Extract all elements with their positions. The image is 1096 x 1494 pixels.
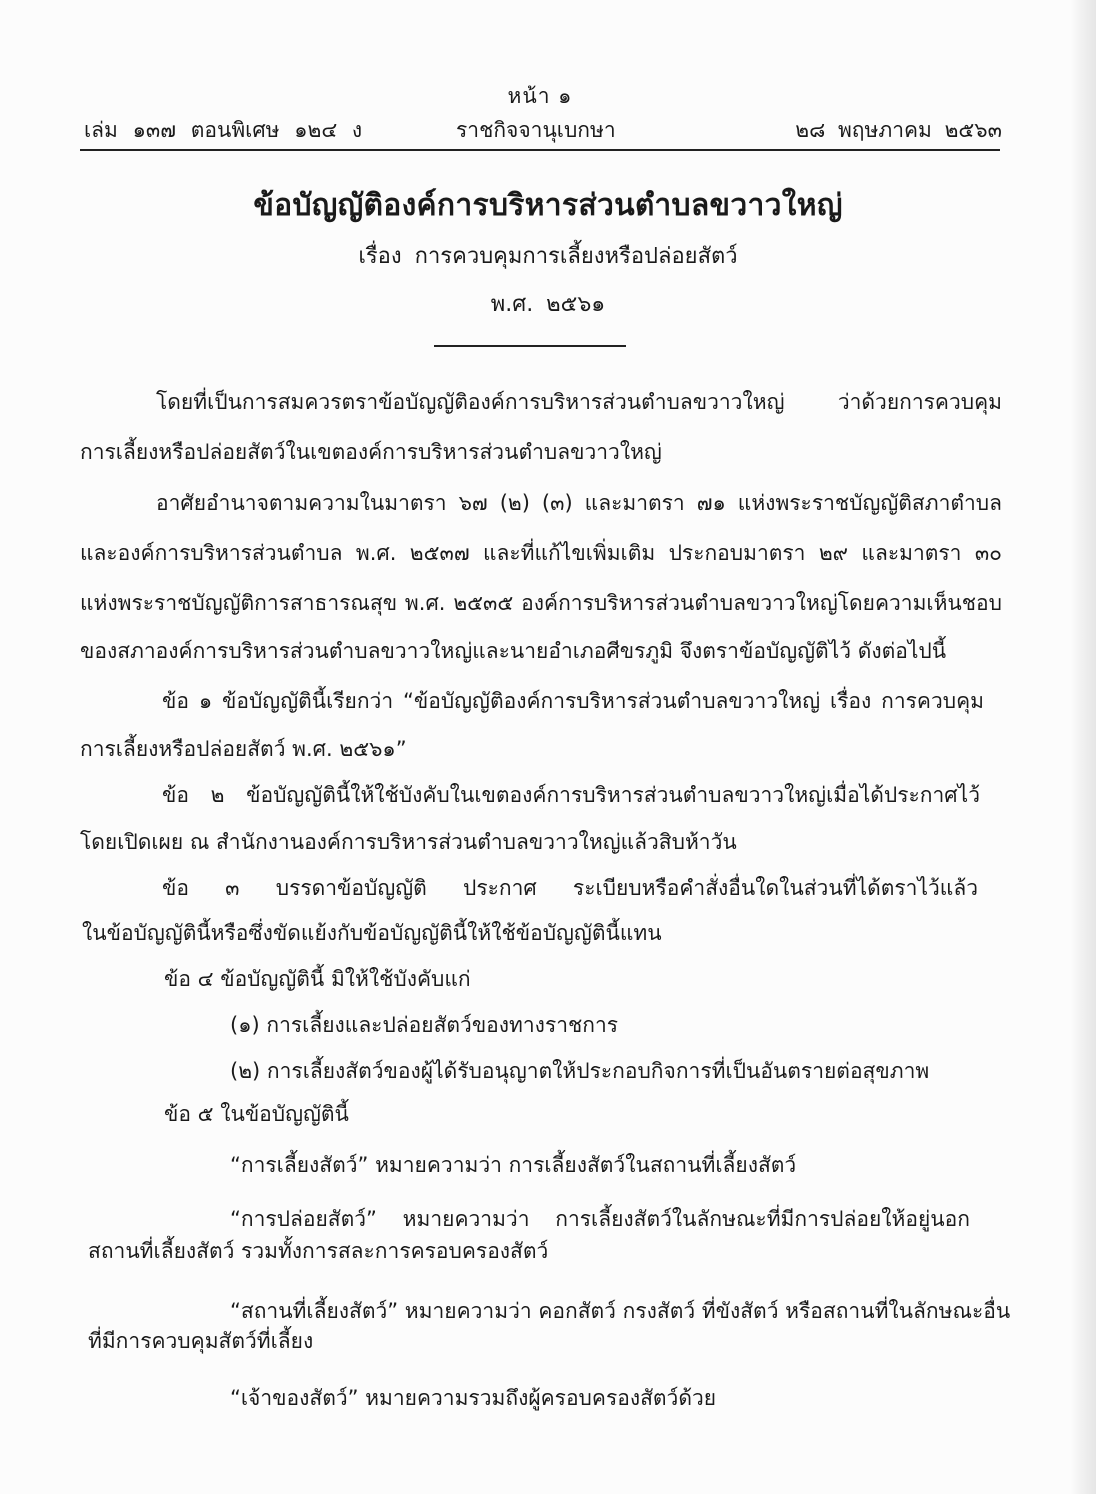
section-5: ข้อ ๕ ในข้อบัญญัตินี้ <box>164 1102 349 1126</box>
document-title: ข้อบัญญัติองค์การบริหารส่วนตำบลขวาวใหญ่ <box>253 188 843 223</box>
gazette-header <box>84 114 1002 146</box>
preamble-line-6: ของสภาองค์การบริหารส่วนตำบลขวาวใหญ่และนายอำเภอศีขรภูมิ จึงตราข้อบัญญัติไว้ ดังต่อไปนี้ <box>80 639 947 663</box>
section-1-line-1: ข้อ ๑ ข้อบัญญัตินี้เรียกว่า “ข้อบัญญัติองค์การบริหารส่วนตำบลขวาวใหญ่ เรื่อง การควบคุม <box>162 689 984 713</box>
definition-3-line-1: “สถานที่เลี้ยงสัตว์” หมายความว่า คอกสัตว์ กรงสัตว์ ที่ขังสัตว์ หรือสถานที่ในลักษณะอื่น <box>230 1299 1011 1323</box>
header-divider <box>80 149 1000 151</box>
definition-2-line-1: “การปล่อยสัตว์” หมายความว่า การเลี้ยงสัตว์ในลักษณะที่มีการปล่อยให้อยู่นอก <box>230 1207 970 1231</box>
title-divider <box>434 345 626 347</box>
document-subject: เรื่อง การควบคุมการเลี้ยงหรือปล่อยสัตว์ <box>358 244 738 269</box>
preamble-line-2: การเลี้ยงหรือปล่อยสัตว์ในเขตองค์การบริหารส่วนตำบลขวาวใหญ่ <box>80 440 662 464</box>
section-3-line-1: ข้อ ๓ บรรดาข้อบัญญัติ ประกาศ ระเบียบหรือคำสั่งอื่นใดในส่วนที่ได้ตราไว้แล้ว <box>162 876 978 900</box>
definition-1: “การเลี้ยงสัตว์” หมายความว่า การเลี้ยงสัตว์ในสถานที่เลี้ยงสัตว์ <box>230 1153 797 1177</box>
section-2-line-1: ข้อ ๒ ข้อบัญญัตินี้ให้ใช้บังคับในเขตองค์การบริหารส่วนตำบลขวาวใหญ่เมื่อได้ประกาศไว้ <box>162 783 980 807</box>
definition-4: “เจ้าของสัตว์” หมายความรวมถึงผู้ครอบครองสัตว์ด้วย <box>230 1386 717 1410</box>
section-4-item-2: (๒) การเลี้ยงสัตว์ของผู้ได้รับอนุญาตให้ประกอบกิจการที่เป็นอันตรายต่อสุขภาพ <box>230 1059 930 1083</box>
page-number: หน้า ๑ <box>507 84 573 108</box>
section-4: ข้อ ๔ ข้อบัญญัตินี้ มิให้ใช้บังคับแก่ <box>164 967 471 991</box>
definition-3-line-2: ที่มีการควบคุมสัตว์ที่เลี้ยง <box>88 1329 314 1353</box>
section-1-line-2: การเลี้ยงหรือปล่อยสัตว์ พ.ศ. ๒๕๖๑” <box>80 737 407 761</box>
document-year: พ.ศ. ๒๕๖๑ <box>490 292 606 317</box>
preamble-line-5: แห่งพระราชบัญญัติการสาธารณสุข พ.ศ. ๒๕๓๕ องค์การบริหารส่วนตำบลขวาวใหญ่โดยความเห็นชอบ <box>80 591 1002 615</box>
publication-date: ๒๘ พฤษภาคม ๒๕๖๓ <box>795 118 1002 142</box>
definition-2-line-2: สถานที่เลี้ยงสัตว์ รวมทั้งการสละการครอบครองสัตว์ <box>88 1239 549 1263</box>
preamble-line-3: อาศัยอำนาจตามความในมาตรา ๖๗ (๒) (๓) และมาตรา ๗๑ แห่งพระราชบัญญัติสภาตำบล <box>156 491 1002 515</box>
preamble-line-1: โดยที่เป็นการสมควรตราข้อบัญญัติองค์การบริหารส่วนตำบลขวาวใหญ่ ว่าด้วยการควบคุม <box>156 390 1002 414</box>
volume-issue: เล่ม ๑๓๗ ตอนพิเศษ ๑๒๔ ง <box>84 118 363 142</box>
section-2-line-2: โดยเปิดเผย ณ สำนักงานองค์การบริหารส่วนตำบลขวาวใหญ่แล้วสิบห้าวัน <box>80 830 737 854</box>
section-4-item-1: (๑) การเลี้ยงและปล่อยสัตว์ของทางราชการ <box>230 1013 619 1037</box>
preamble-line-4: และองค์การบริหารส่วนตำบล พ.ศ. ๒๕๓๗ และที่แก้ไขเพิ่มเติม ประกอบมาตรา ๒๙ และมาตรา ๓๐ <box>80 541 1002 565</box>
section-3-line-2: ในข้อบัญญัตินี้หรือซึ่งขัดแย้งกับข้อบัญญัตินี้ให้ใช้ข้อบัญญัตินี้แทน <box>82 921 662 945</box>
publication-name: ราชกิจจานุเบกษา <box>456 118 616 142</box>
